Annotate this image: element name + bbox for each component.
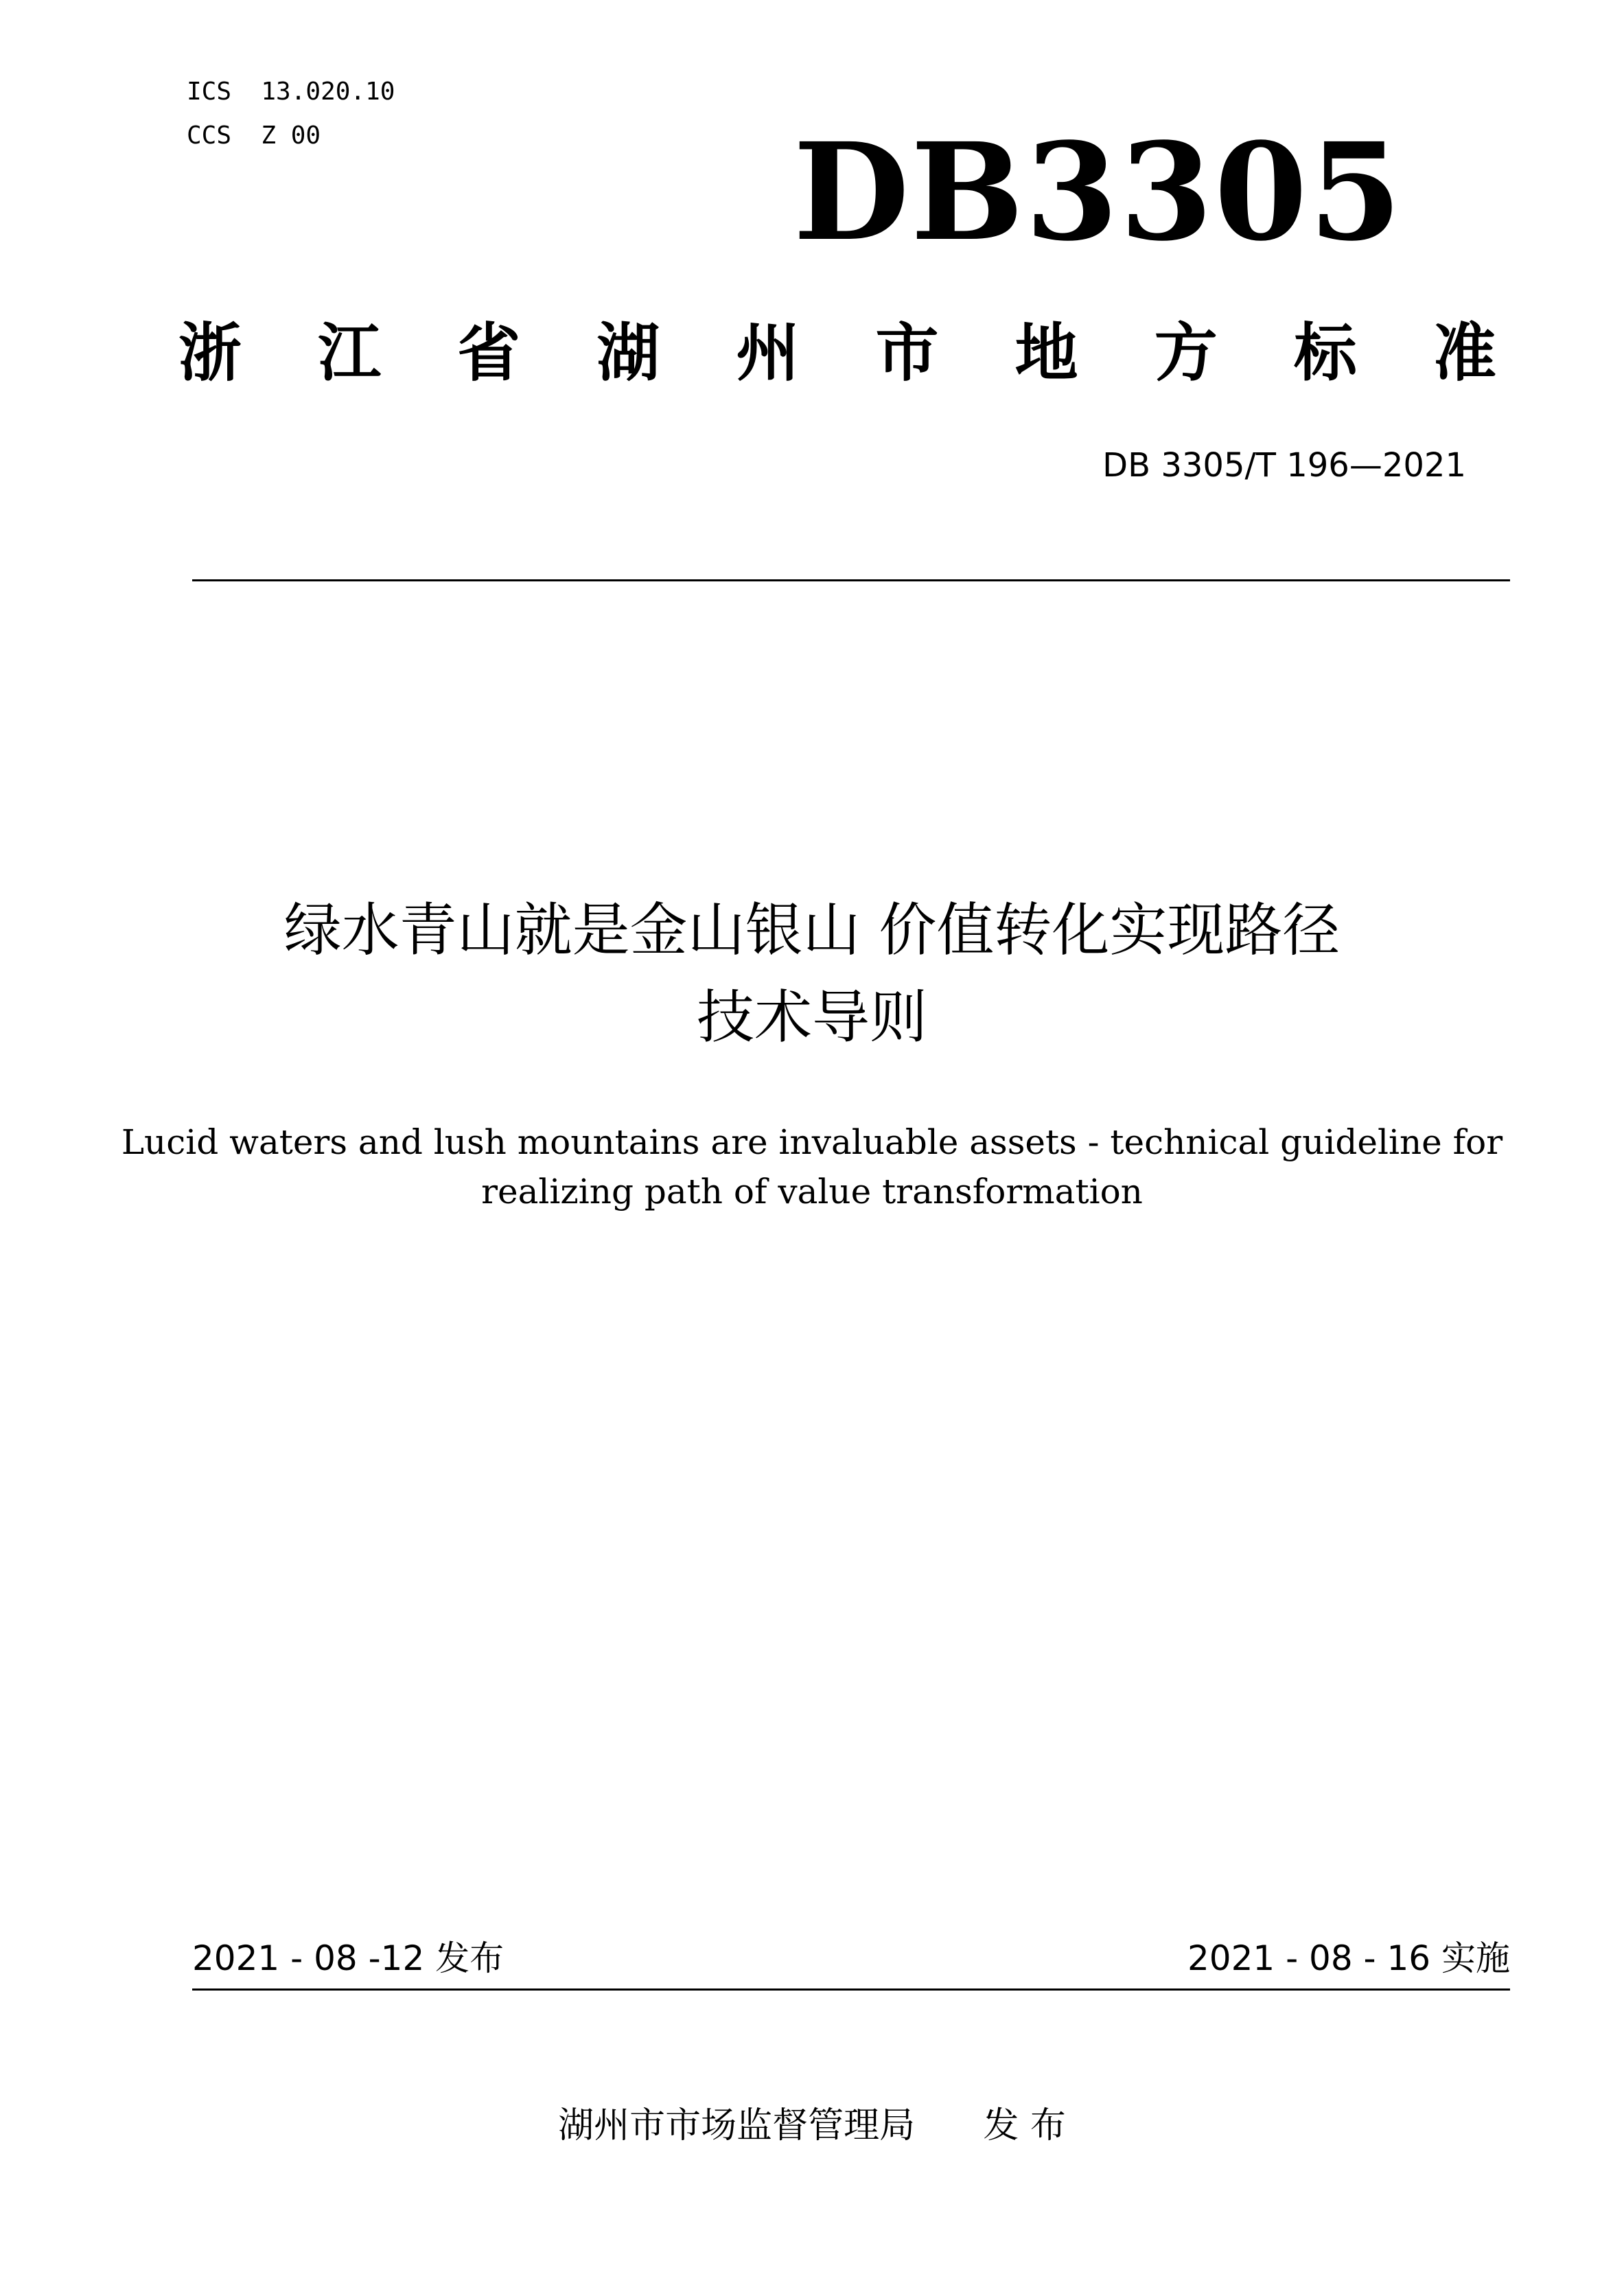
ccs-code: CCS Z 00 xyxy=(187,121,321,150)
standard-number: DB 3305/T 196—2021 xyxy=(1102,446,1466,485)
standard-type-char: 地 xyxy=(1014,316,1078,390)
implementation-date: 2021 - 08 - 16 实施 xyxy=(1187,1938,1510,1978)
standard-type-char: 标 xyxy=(1293,316,1357,390)
standard-type-char: 州 xyxy=(736,316,800,390)
bottom-divider xyxy=(192,1988,1510,1991)
standard-type-char: 江 xyxy=(318,316,382,390)
title-english-line-1: Lucid waters and lush mountains are invaluable assets - technical guideline for xyxy=(121,1122,1503,1162)
title-chinese-line-2: 技术导则 xyxy=(696,984,927,1051)
top-divider xyxy=(192,579,1510,581)
standard-type-char: 省 xyxy=(457,316,521,390)
standard-type-char: 方 xyxy=(1154,316,1218,390)
standard-type-char: 市 xyxy=(875,316,939,390)
title-chinese-line-1: 绿水青山就是金山银山 价值转化实现路径 xyxy=(283,896,1341,964)
issue-date: 2021 - 08 -12 发布 xyxy=(192,1938,504,1978)
standard-type-char: 准 xyxy=(1432,316,1496,390)
standard-type-heading xyxy=(178,316,1496,391)
standard-type-char: 湖 xyxy=(596,316,660,390)
db-code-mark: DB3305 xyxy=(793,113,1404,270)
title-english-line-2: realizing path of value transformation xyxy=(481,1172,1143,1211)
standard-type-char: 浙 xyxy=(178,316,242,390)
issuing-authority: 湖州市市场监督管理局 发 布 xyxy=(558,2105,1066,2146)
ics-code: ICS 13.020.10 xyxy=(187,78,395,106)
